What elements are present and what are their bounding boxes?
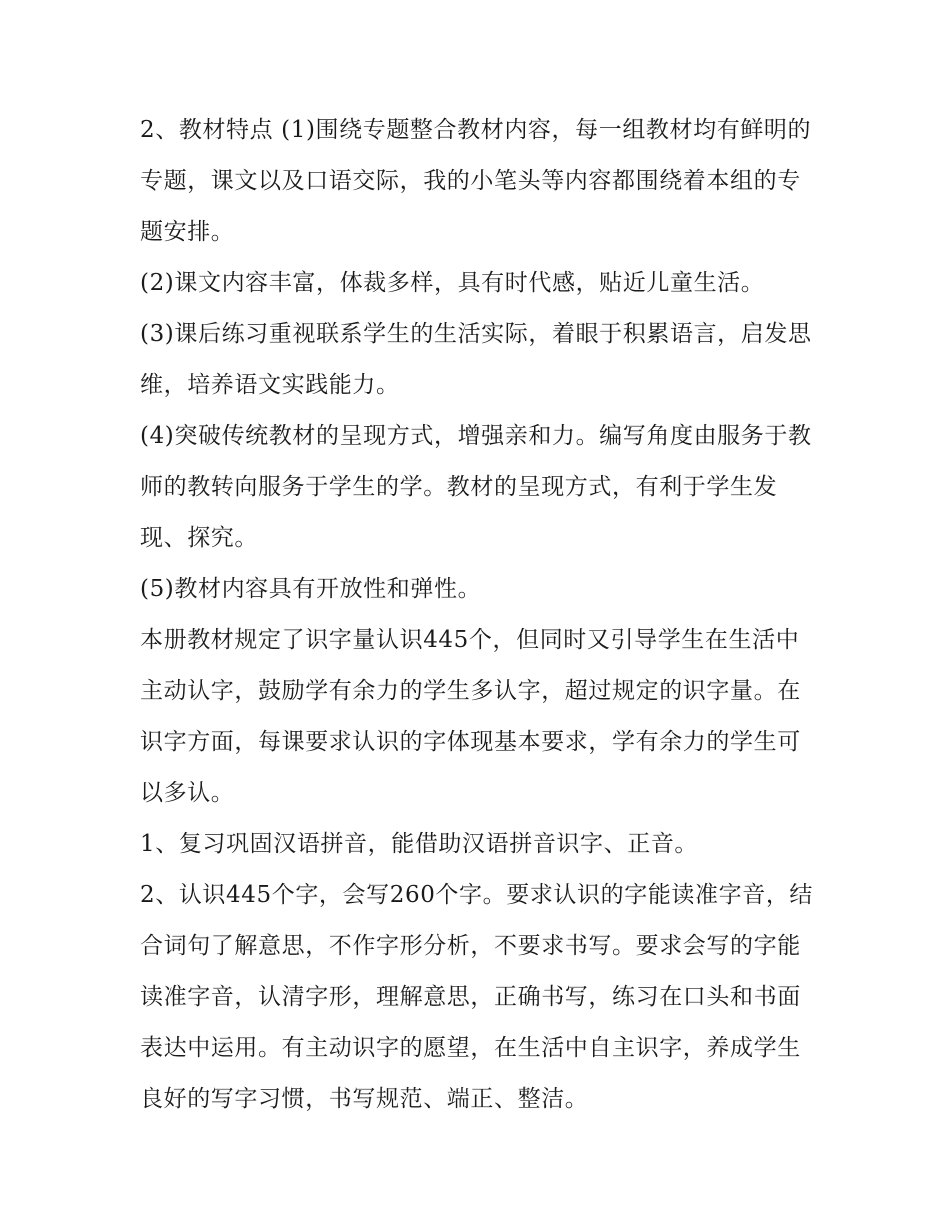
paragraph-literacy-requirements: 本册教材规定了识字量认识445个，但同时又引导学生在生活中主动认字，鼓励学有余力的学生多认字，超过规定的识字量。在识字方面，每课要求认识的字体现基本要求，学有余力的学生可以多认。 (140, 627, 801, 806)
paragraph-feature-2: (2)课文内容丰富，体裁多样，具有时代感，贴近儿童生活。 (140, 270, 765, 296)
paragraph-goal-2: 2、认识445个字，会写260个字。要求认识的字能读准字音，结合词句了解意思，不作字形分析，不要求书写。要求会写的字能读准字音，认清字形，理解意思，正确书写，练习在口头和书面表达中运用。有主动识字的愿望，在生活中自主识字，养成学生良好的写字习惯，书写规范、端正、整洁。 (140, 882, 814, 1112)
paragraph-textbook-features: 2、教材特点 (1)围绕专题整合教材内容，每一组教材均有鲜明的专题，课文以及口语交际，我的小笔头等内容都围绕着本组的专题安排。 (140, 117, 812, 245)
paragraph-goal-1: 1、复习巩固汉语拼音，能借助汉语拼音识字、正音。 (140, 831, 699, 857)
document-page (140, 105, 820, 1125)
paragraph-feature-5: (5)教材内容具有开放性和弹性。 (140, 576, 482, 602)
paragraph-feature-4: (4)突破传统教材的呈现方式，增强亲和力。编写角度由服务于教师的教转向服务于学生的学。教材的呈现方式，有利于学生发现、探究。 (140, 423, 812, 551)
paragraph-feature-3: (3)课后练习重视联系学生的生活实际，着眼于积累语言，启发思维，培养语文实践能力。 (140, 321, 812, 398)
